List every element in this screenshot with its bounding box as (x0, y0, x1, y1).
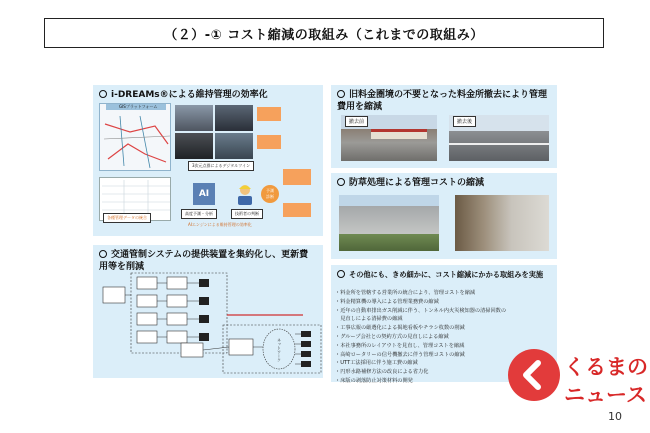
rust-heading: 防草処理による管理コストの縮減 (337, 177, 484, 189)
list-item: ・料金精算機の導入による管理業務費の縮減 (335, 298, 439, 305)
road-photo-3 (175, 133, 213, 159)
before-label: 撤去前 (345, 116, 368, 127)
process-box-1 (257, 107, 281, 121)
road-photo-4 (215, 133, 253, 159)
bullet-icon (337, 90, 345, 98)
idreams-panel (93, 85, 323, 236)
traffic-panel (93, 245, 323, 378)
toll-panel (331, 85, 557, 168)
road-photo-2 (215, 105, 253, 131)
rust-panel (331, 173, 557, 259)
logo-text-top: くるまの (564, 355, 648, 379)
list-item: ・料金所を管轄する営業所の統合により、管理コストを縮減 (335, 290, 476, 296)
ai-engine-label: AIエンジンによる維持管理の効率化 (188, 222, 252, 227)
list-item: ・工事広報の厳選化による掲地看板やチラシ枚数の削減 (335, 325, 465, 332)
map-lines-icon (100, 104, 171, 171)
bullet-icon (337, 270, 345, 278)
list-item: ・円形水路補修方法の改良による省力化 (335, 369, 429, 376)
engineer-judgement-label: 技術者の判断 (231, 209, 263, 219)
traffic-heading: 交通管制システムの提供装置を集約化し、更新費用等を削減 (99, 250, 309, 272)
kurumanonews-logo (508, 343, 650, 433)
wall-photo-2 (455, 195, 549, 251)
logo-emblem-icon (508, 349, 560, 401)
page-title: （２）-① コスト縮減の取組み（これまでの取組み） (44, 18, 604, 48)
bullet-icon (337, 178, 345, 186)
list-item: ・床版の剥落防止対策材料の開発 (335, 377, 413, 384)
engineer-icon (235, 183, 255, 205)
data-integration-label: 各種管理データの統合 (103, 213, 151, 223)
after-label: 撤去後 (453, 116, 476, 127)
process-box-4 (283, 203, 311, 217)
ai-badge: AI (193, 183, 215, 205)
list-item: ・UTT工法採用に伴う施工費の縮減 (335, 360, 418, 367)
list-item: ・近年の自動車排出ガス削減に伴う、トンネル内火災検知器の清掃回数の (335, 307, 507, 314)
list-item: ・本社事務所のレイアウトを見直し、管理コストを縮減 (335, 342, 465, 349)
bullet-icon (99, 90, 107, 98)
others-heading: その他にも、きめ細かに、コスト縮減にかかる取組みを実施 (337, 269, 543, 281)
process-box-3 (283, 169, 311, 185)
list-item: ・高崎ロータリーの信号機撤去に伴う管理コストの縮減 (335, 351, 465, 358)
idreams-heading: i-DREAMs®による維持管理の効率化 (99, 89, 268, 101)
wall-photo-1 (339, 195, 439, 251)
point-cloud-label: 3次元点群によるデジタルツイン (188, 161, 254, 171)
page-number: 10 (608, 410, 622, 423)
platform-label: GISプラットフォーム (119, 104, 158, 109)
road-photo-1 (175, 105, 213, 131)
gis-map (99, 103, 171, 171)
system-diagram (93, 245, 323, 378)
toll-heading: 旧料金圏境の不要となった料金所撤去により管理費用を縮減 (337, 90, 548, 112)
logo-text-bottom: ニュース (564, 383, 647, 407)
ai-analysis-label: 高度予測・分析 (181, 209, 217, 219)
others-list (335, 289, 506, 386)
network-label: ネットワーク (277, 338, 282, 362)
process-box-2 (257, 135, 281, 149)
list-item: ・グループ会社との契約方式の見直しによる縮減 (335, 333, 449, 340)
forecast-circle: 予測 診断 (261, 185, 279, 203)
list-item: 見直しによる清掃費の縮減 (335, 316, 403, 323)
